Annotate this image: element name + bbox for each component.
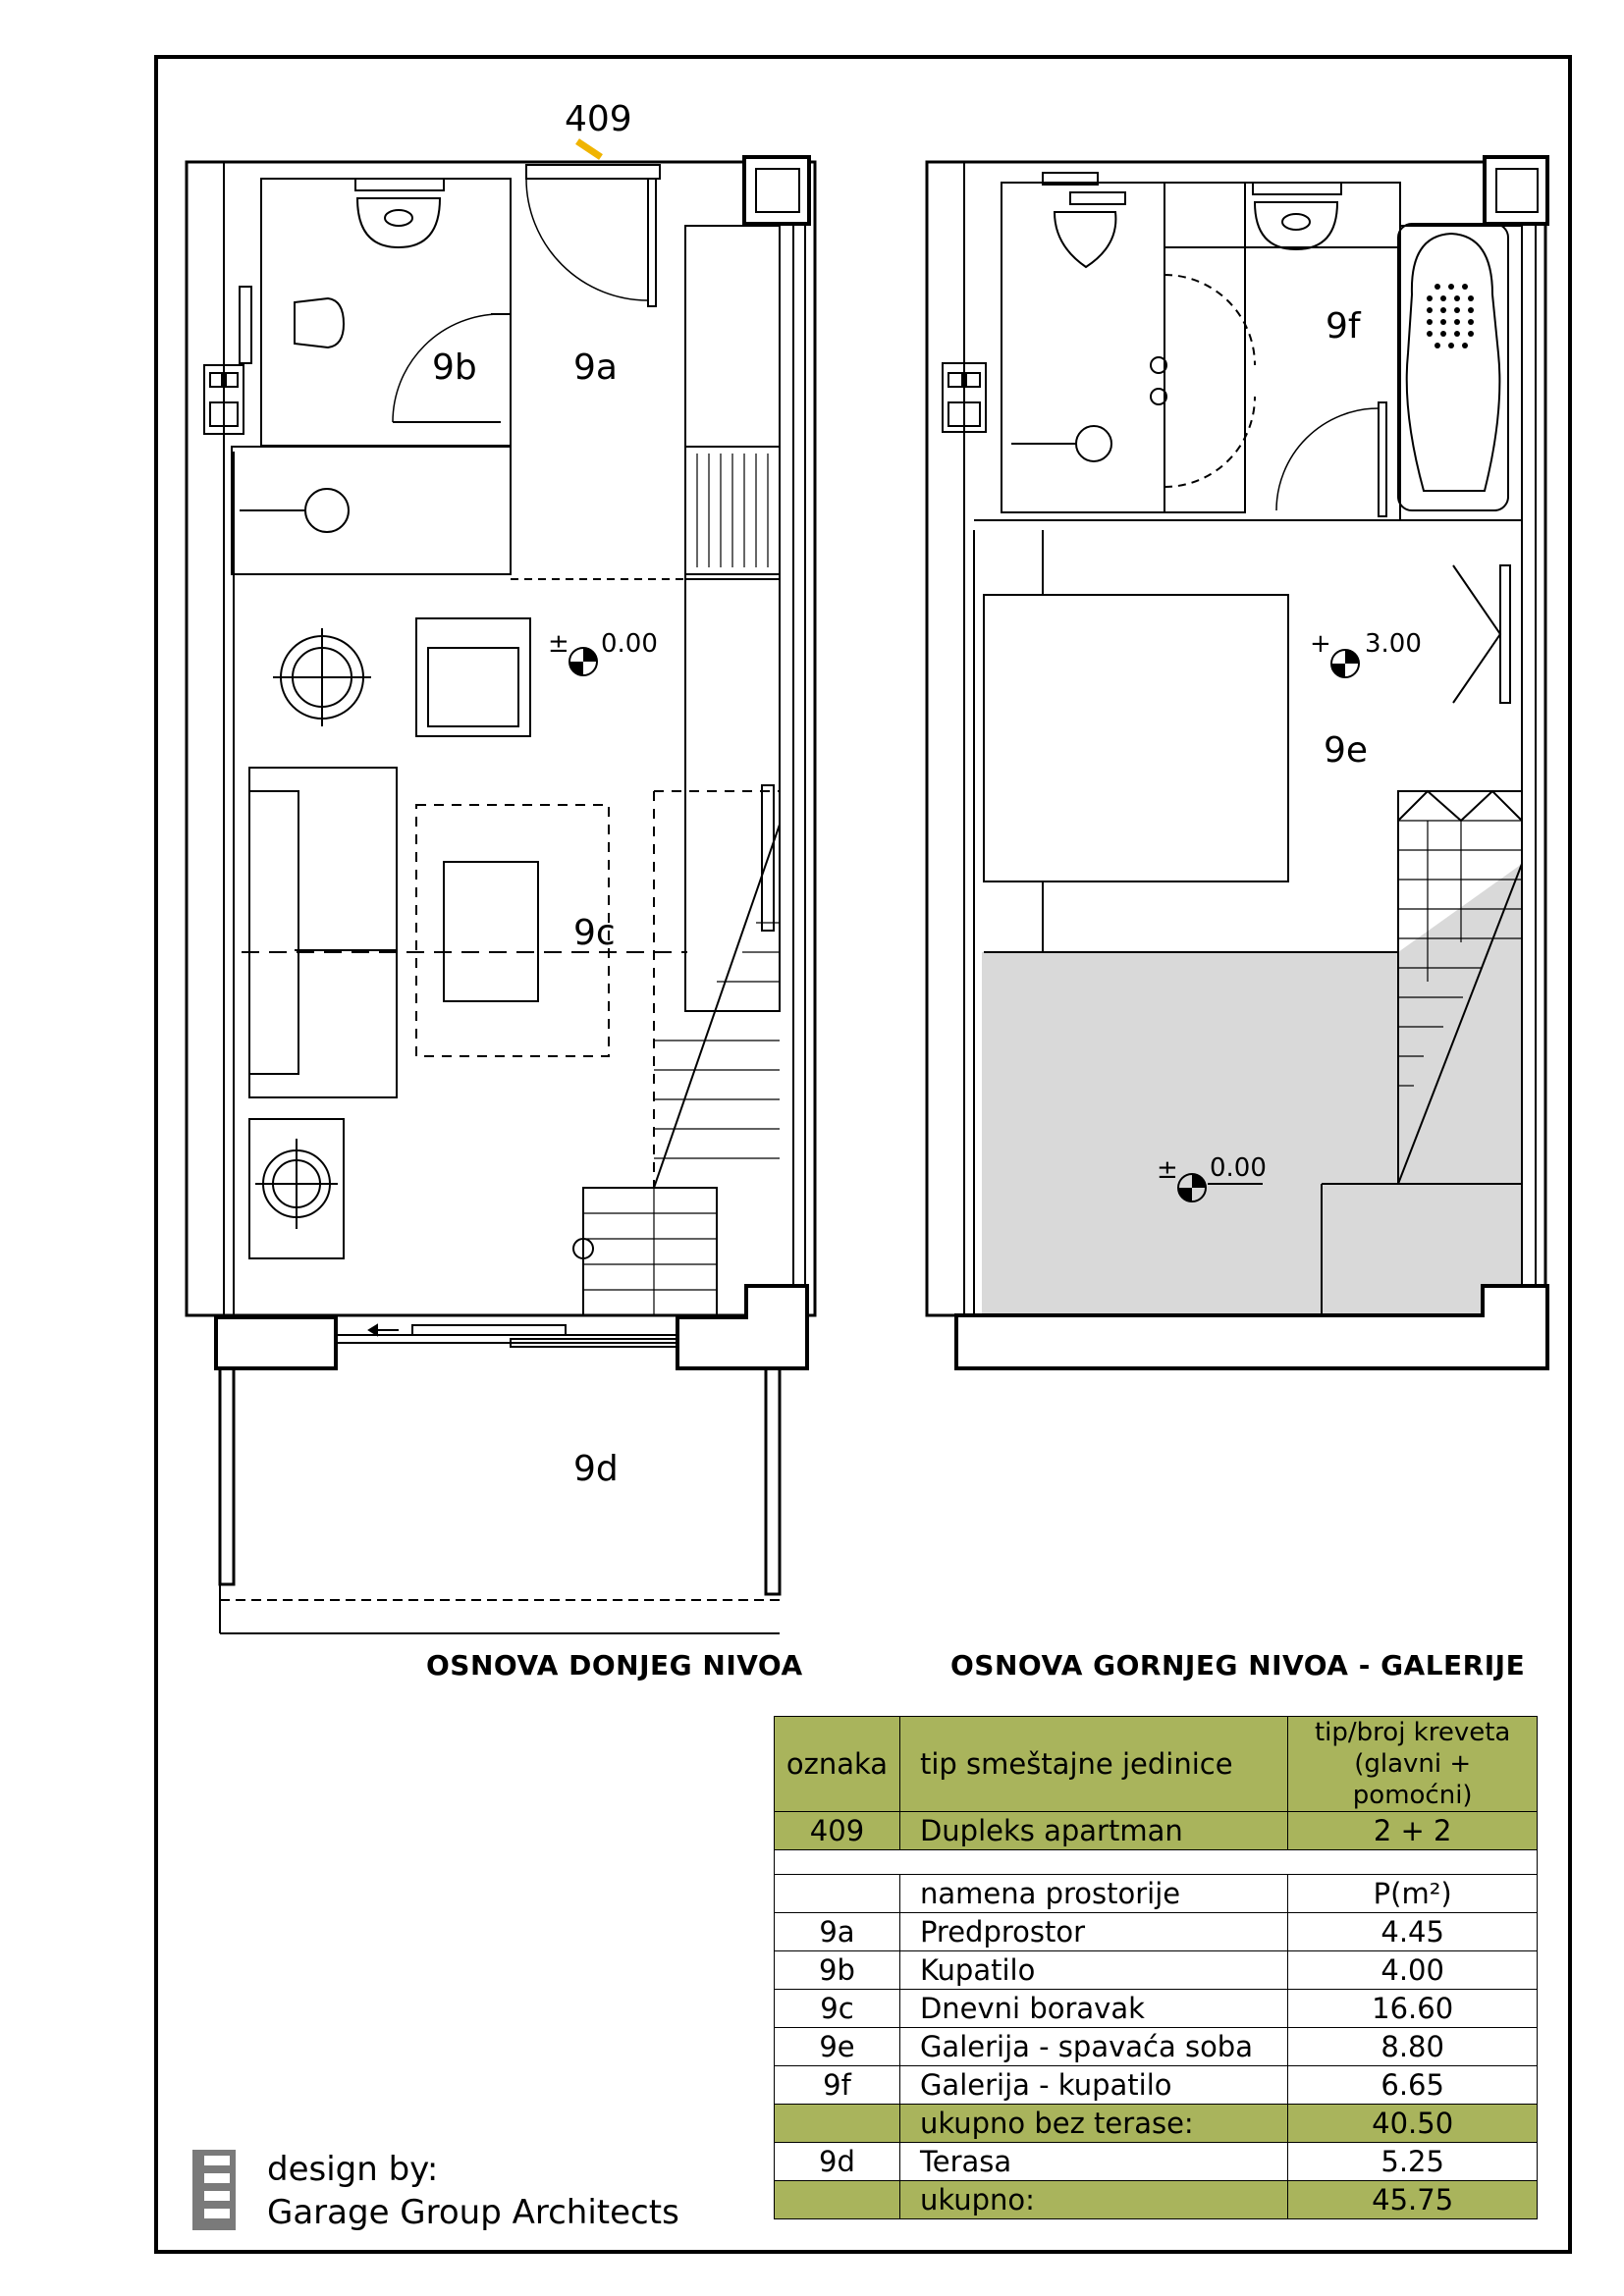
upper-plan-title: OSNOVA GORNJEG NIVOA - GALERIJE bbox=[950, 1649, 1526, 1682]
upper-level-plan bbox=[927, 157, 1547, 1368]
elevation-value-lower: 0.00 bbox=[601, 629, 658, 659]
row-name: Predprostor bbox=[899, 1913, 1287, 1951]
garage-group-logo-icon bbox=[192, 2150, 236, 2230]
credits-line1: design by: bbox=[267, 2150, 439, 2189]
row-code: 9a bbox=[775, 1913, 900, 1951]
room-label-9f: 9f bbox=[1326, 306, 1361, 347]
rooms-table bbox=[774, 1716, 1538, 2219]
rooms-header-code bbox=[775, 1875, 900, 1913]
table-row bbox=[775, 1951, 1538, 1990]
row-code: 9b bbox=[775, 1951, 900, 1990]
header-beds-line1: tip/broj kreveta bbox=[1314, 1718, 1511, 1747]
row-area: 4.00 bbox=[1288, 1951, 1538, 1990]
lower-plan-title: OSNOVA DONJEG NIVOA bbox=[426, 1649, 803, 1682]
rooms-header-area: P(m²) bbox=[1288, 1875, 1538, 1913]
total-row bbox=[775, 2181, 1538, 2219]
row-area: 6.65 bbox=[1288, 2066, 1538, 2105]
subtotal-area: 40.50 bbox=[1288, 2105, 1538, 2143]
row-name: Galerija - spavaća soba bbox=[899, 2028, 1287, 2066]
elevation-value-upper: 3.00 bbox=[1365, 629, 1422, 659]
room-label-9e: 9e bbox=[1324, 730, 1369, 771]
unit-code: 409 bbox=[775, 1812, 900, 1850]
elevation-prefix-lower: ± bbox=[548, 629, 569, 659]
subtotal-code bbox=[775, 2105, 900, 2143]
terrace-area: 5.25 bbox=[1288, 2143, 1538, 2181]
unit-number-label: 409 bbox=[565, 99, 632, 139]
total-area: 45.75 bbox=[1288, 2181, 1538, 2219]
row-area: 16.60 bbox=[1288, 1990, 1538, 2028]
row-code: 9e bbox=[775, 2028, 900, 2066]
total-label: ukupno: bbox=[899, 2181, 1287, 2219]
table-header-row bbox=[775, 1717, 1538, 1812]
header-beds-line2: (glavni + pomoćni) bbox=[1352, 1749, 1473, 1810]
table-row bbox=[775, 1913, 1538, 1951]
room-label-9d: 9d bbox=[573, 1449, 619, 1489]
unit-beds: 2 + 2 bbox=[1288, 1812, 1538, 1850]
table-row bbox=[775, 2028, 1538, 2066]
table-row bbox=[775, 1990, 1538, 2028]
row-area: 8.80 bbox=[1288, 2028, 1538, 2066]
spacer-cell bbox=[775, 1850, 1538, 1875]
table-row bbox=[775, 2066, 1538, 2105]
subtotal-row bbox=[775, 2105, 1538, 2143]
total-code bbox=[775, 2181, 900, 2219]
subtotal-label: ukupno bez terase: bbox=[899, 2105, 1287, 2143]
terrace-row bbox=[775, 2143, 1538, 2181]
credits-line2: Garage Group Architects bbox=[267, 2193, 679, 2232]
row-name: Kupatilo bbox=[899, 1951, 1287, 1990]
unit-type: Dupleks apartman bbox=[899, 1812, 1287, 1850]
terrace-code: 9d bbox=[775, 2143, 900, 2181]
elevation-prefix-void: ± bbox=[1157, 1155, 1178, 1185]
unit-row bbox=[775, 1812, 1538, 1850]
room-label-9c: 9c bbox=[573, 913, 616, 953]
spacer-row bbox=[775, 1850, 1538, 1875]
header-code: oznaka bbox=[775, 1717, 900, 1812]
row-name: Dnevni boravak bbox=[899, 1990, 1287, 2028]
lower-plan-labels bbox=[432, 99, 658, 1489]
rooms-header-row bbox=[775, 1875, 1538, 1913]
room-label-9b: 9b bbox=[432, 347, 477, 388]
row-name: Galerija - kupatilo bbox=[899, 2066, 1287, 2105]
elevation-prefix-upper: + bbox=[1310, 629, 1331, 659]
row-area: 4.45 bbox=[1288, 1913, 1538, 1951]
row-code: 9f bbox=[775, 2066, 900, 2105]
room-label-9a: 9a bbox=[573, 347, 618, 388]
row-code: 9c bbox=[775, 1990, 900, 2028]
elevation-value-void: 0.00 bbox=[1210, 1153, 1267, 1183]
lower-level-plan bbox=[187, 141, 815, 1633]
terrace-name: Terasa bbox=[899, 2143, 1287, 2181]
header-beds bbox=[1288, 1717, 1538, 1812]
rooms-header-purpose: namena prostorije bbox=[899, 1875, 1287, 1913]
header-type: tip smeštajne jedinice bbox=[899, 1717, 1287, 1812]
